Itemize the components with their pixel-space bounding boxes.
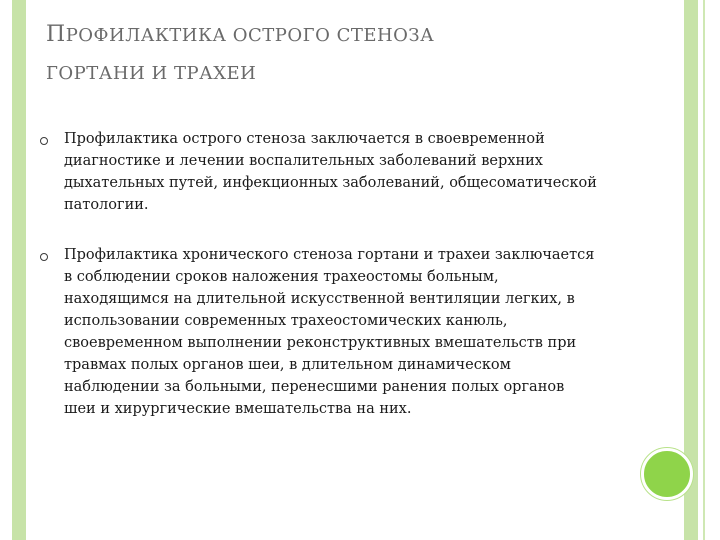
bullet-circle-icon [40,137,48,145]
bullet-list [40,128,600,420]
bullet-text-2: Профилактика хронического стеноза гортани и трахеи заключается в соблюдении сроков наложения трахеостомы больным, находящимся на длительной искусственной вентиляции легких, в использовании современных трахеостомических канюль, своевременном выполнении реконструктивных вмешательств при травмах полых органов шеи, в длительном динамическом наблюдении за больными, перенесшими ранения полых органов шеи и хирургические вмешательства на них. [64,247,595,417]
title-line-1 [46,16,676,55]
bullet-circle-icon [40,253,48,261]
decorative-green-circle [641,448,693,500]
right-frame-line [703,0,705,540]
bullet-text-1: Профилактика острого стеноза заключается в своевременной диагностике и лечении воспалительных заболеваний верхних дыхательных путей, инфекционных заболеваний, общесоматической патологии. [64,131,597,213]
title-line-1-rest: РОФИЛАКТИКА ОСТРОГО СТЕНОЗА [65,25,435,46]
slide-title [46,16,676,93]
bullet-item-2 [40,244,600,420]
title-first-letter: П [46,22,66,47]
title-line-2: ГОРТАНИ И ТРАХЕИ [46,63,257,84]
left-frame-bar [12,0,26,540]
bullet-item-1 [40,128,600,216]
